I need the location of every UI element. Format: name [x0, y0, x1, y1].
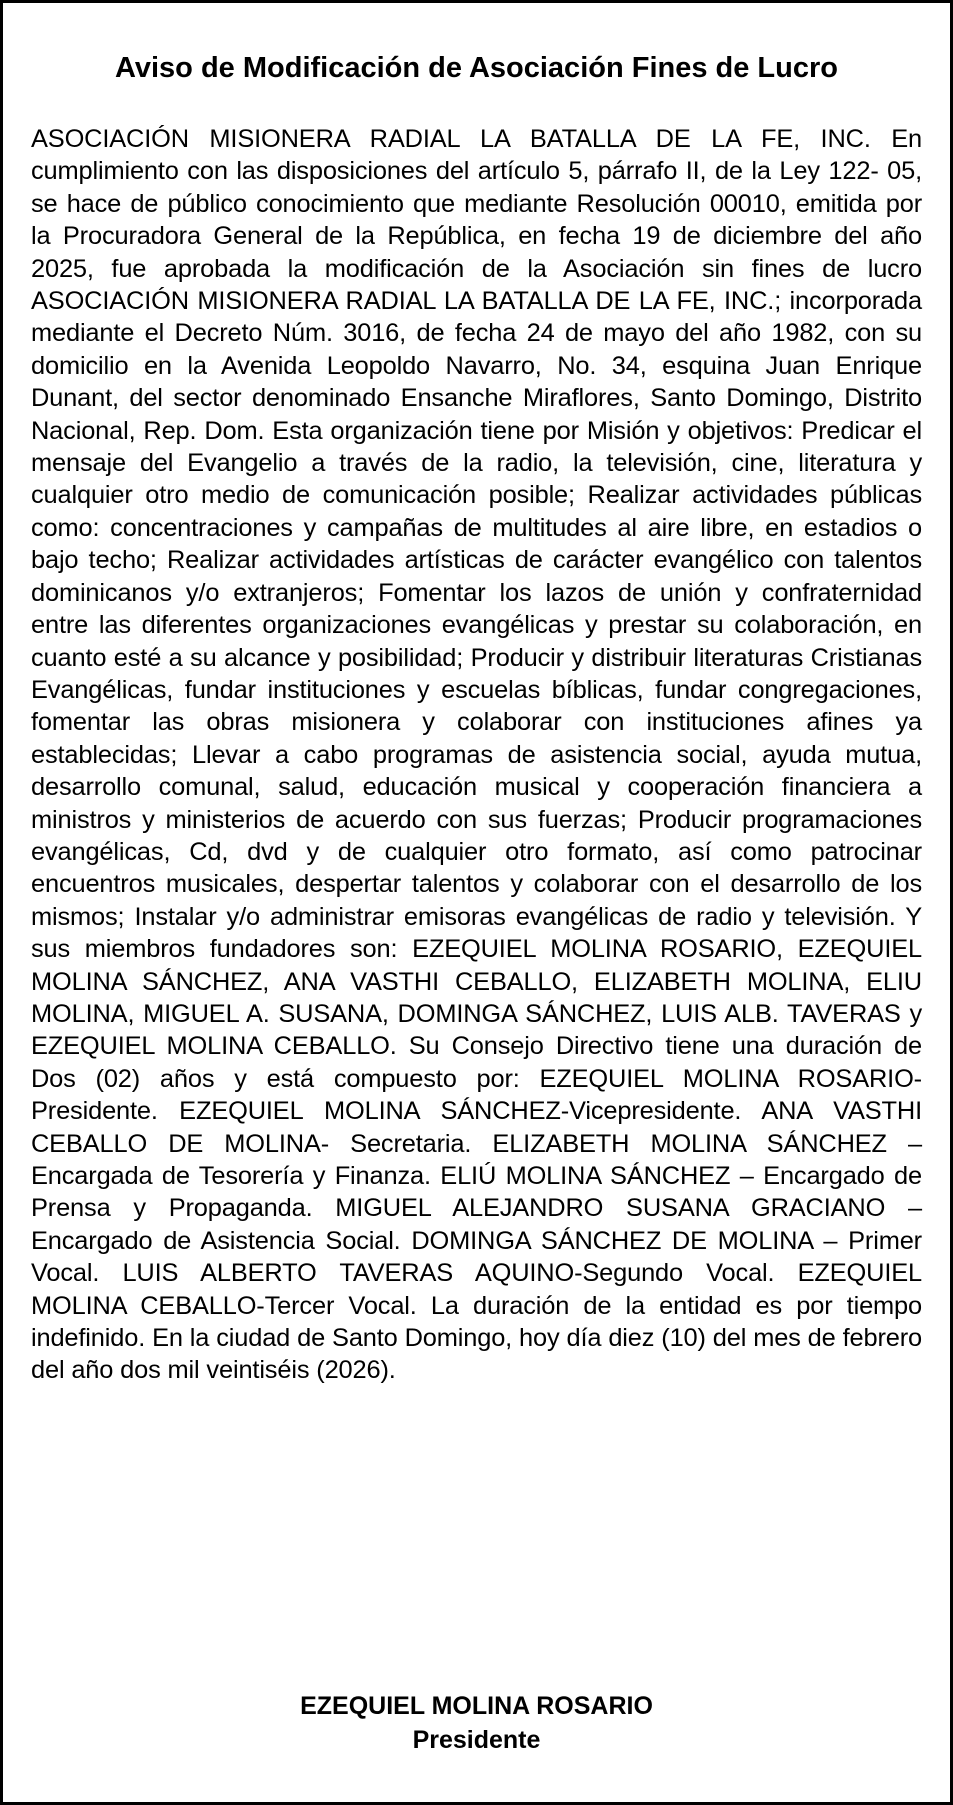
notice-body: ASOCIACIÓN MISIONERA RADIAL LA BATALLA DE LA FE, INC. En cumplimiento con las disposiciones del artículo 5, párrafo II, de la Ley 122- 05, se hace de público conocimiento que mediante Resolución 00010, emitida por la Procuradora General de la República, en fecha 19 de diciembre del año 2025, fue aprobada la modificación de la Asociación sin fines de lucro ASOCIACIÓN MISIONERA RADIAL LA BATALLA DE LA FE, INC.; incorporada mediante el Decreto Núm. 3016, de fecha 24 de mayo del año 1982, con su domicilio en la Avenida Leopoldo Navarro, No. 34, esquina Juan Enrique Dunant, del sector denominado Ensanche Miraflores, Santo Domingo, Distrito Nacional, Rep. Dom. Esta organización tiene por Misión y objetivos: Predicar el mensaje del Evangelio a través de la radio, la televisión, cine, literatura y cualquier otro medio de comunicación posible; Realizar actividades públicas como: concentraciones y campañas de multitudes al aire libre, en estadios o bajo techo; Realizar actividades artísticas de carácter evangélico con talentos dominicanos y/o extranjeros; Fomentar los lazos de unión y confraternidad entre las diferentes organizaciones evangélicas y prestar su colaboración, en cuanto esté a su alcance y posibilidad; Producir y distribuir literaturas Cristianas Evangélicas, fundar instituciones y escuelas bíblicas, fundar congregaciones, fomentar las obras misionera y colaborar con instituciones afines ya establecidas; Llevar a cabo programas de asistencia social, ayuda mutua, desarrollo comunal, salud, educación musical y cooperación financiera a ministros y ministerios de acuerdo con sus fuerzas; Producir programaciones evangélicas, Cd, dvd y de cualquier otro formato, así como patrocinar encuentros musicales, despertar talentos y colaborar con el desarrollo de los mismos; Instalar y/o administrar emisoras evangélicas de radio y televisión. Y sus miembros fundadores son: EZEQUIEL MOLINA ROSARIO, EZEQUIEL MOLINA SÁNCHEZ, ANA VASTHI CEBALLO, ELIZABETH MOLINA, ELIU MOLINA, MIGUEL A. SUSANA, DOMINGA SÁNCHEZ, LUIS ALB. TAVERAS y EZEQUIEL MOLINA CEBALLO. Su Consejo Directivo tiene una duración de Dos (02) años y está compuesto por: EZEQUIEL MOLINA ROSARIO- Presidente. EZEQUIEL MOLINA SÁNCHEZ-Vicepresidente. ANA VASTHI CEBALLO DE MOLINA- Secretaria. ELIZABETH MOLINA SÁNCHEZ – Encargada de Tesorería y Finanza. ELIÚ MOLINA SÁNCHEZ – Encargado de Prensa y Propaganda. MIGUEL ALEJANDRO SUSANA GRACIANO – Encargado de Asistencia Social. DOMINGA SÁNCHEZ DE MOLINA – Primer Vocal. LUIS ALBERTO TAVERAS AQUINO-Segundo Vocal. EZEQUIEL MOLINA CEBALLO-Tercer Vocal. La duración de la entidad es por tiempo indefinido. En la ciudad de Santo Domingo, hoy día diez (10) del mes de febrero del año dos mil veintiséis (2026). — [31, 125, 922, 1385]
notice-title: Aviso de Modificación de Asociación Fines de Lucro — [115, 52, 838, 84]
signatory-name: EZEQUIEL MOLINA ROSARIO — [300, 1692, 653, 1720]
signatory-role: Presidente — [412, 1726, 541, 1754]
signature-block — [3, 1689, 950, 1757]
